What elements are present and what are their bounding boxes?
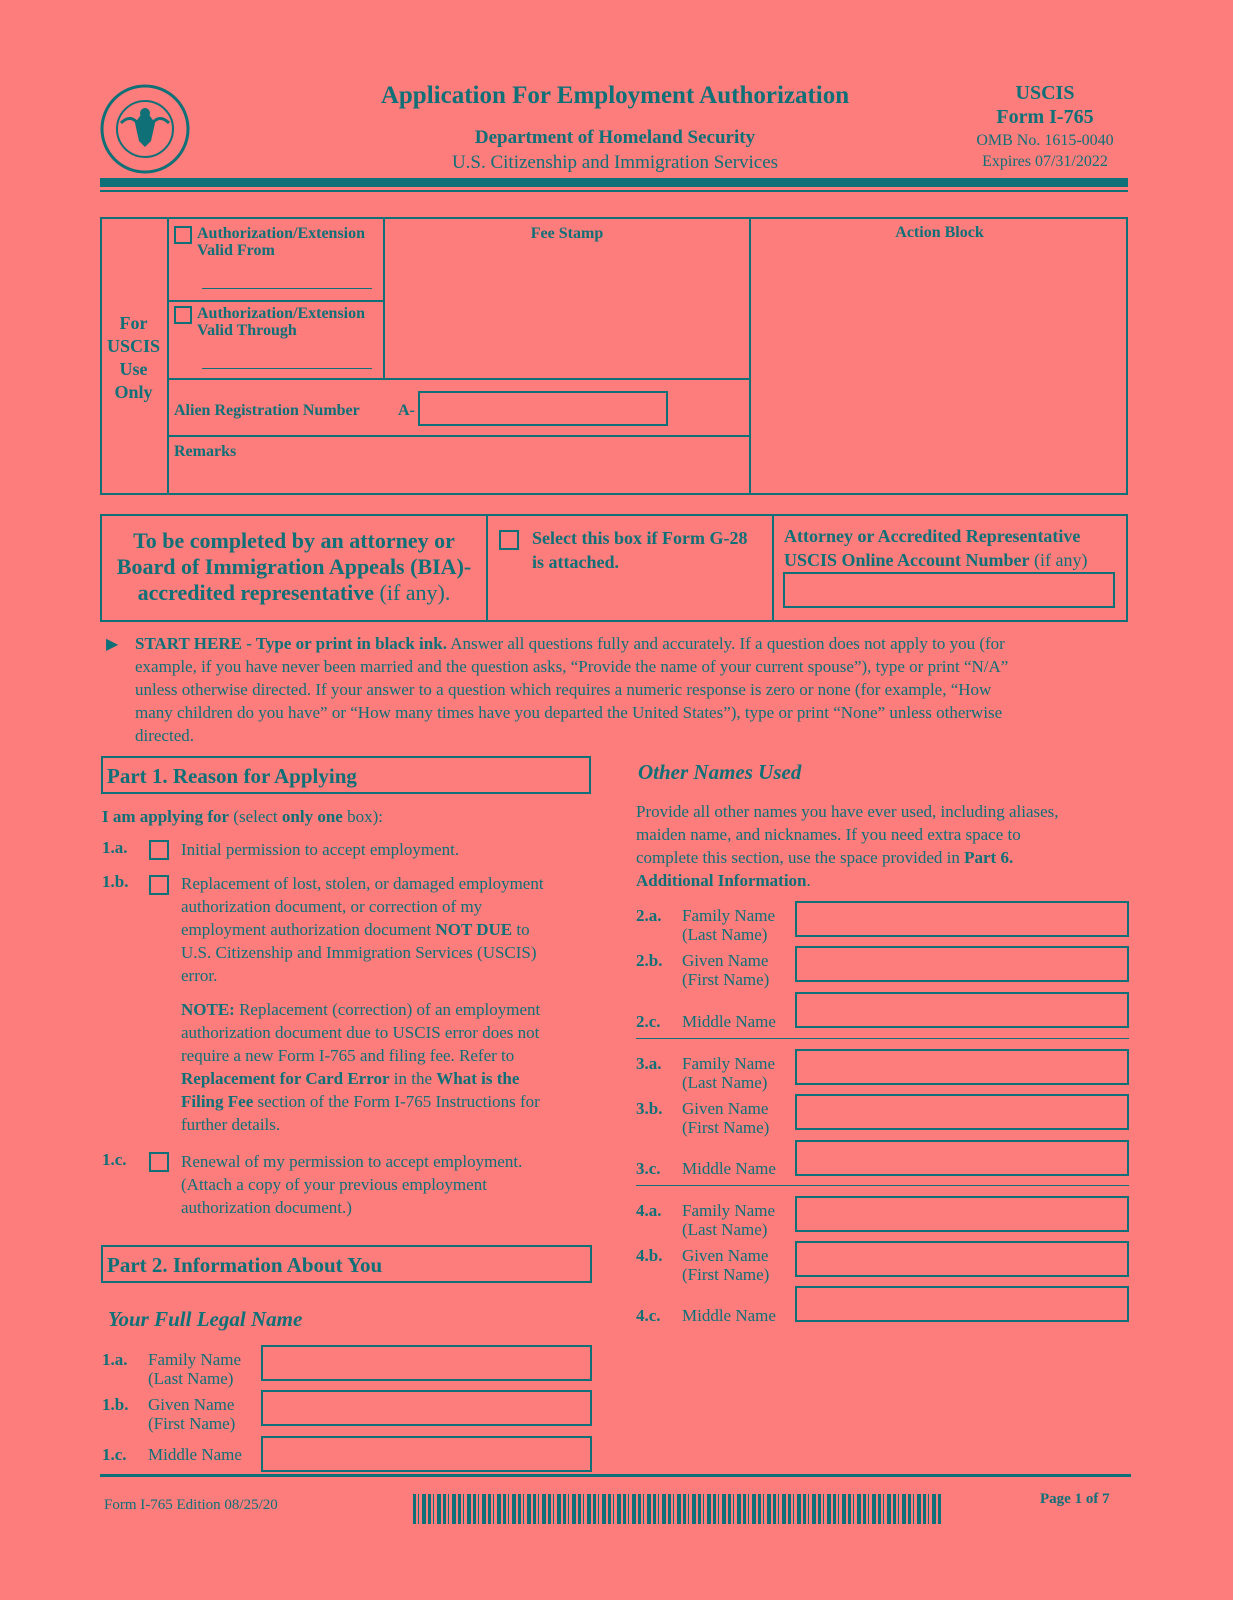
field-label bbox=[682, 1306, 776, 1325]
name-input[interactable] bbox=[795, 901, 1129, 937]
online-account-label bbox=[784, 524, 1088, 572]
not-due-bold: NOT DUE bbox=[435, 920, 513, 939]
item-number: 1.c. bbox=[102, 1445, 127, 1464]
note-line: require a new Form I-765 and filing fee. Refer to bbox=[181, 1046, 515, 1065]
divider bbox=[167, 435, 750, 437]
footer-rule bbox=[100, 1474, 1131, 1477]
attorney-line-normal: (if any). bbox=[374, 580, 451, 605]
replacement-label bbox=[181, 872, 544, 987]
label-line: Valid From bbox=[197, 242, 275, 259]
part1-header: Part 1. Reason for Applying bbox=[101, 756, 591, 794]
other-names-line: Provide all other names you have ever used, including aliases, bbox=[636, 802, 1059, 821]
start-line: unless otherwise directed. If your answer to a question which requires a numeric response is zero or none (for example, “How bbox=[135, 680, 992, 699]
alien-registration-prefix: A- bbox=[398, 402, 415, 419]
field-label-line1: Given Name bbox=[682, 1099, 769, 1118]
side-label-line: USCIS bbox=[106, 336, 161, 356]
agency-name: U.S. Citizenship and Immigration Services bbox=[451, 152, 779, 173]
field-label-line2: (First Name) bbox=[682, 970, 770, 989]
full-legal-name-heading: Your Full Legal Name bbox=[108, 1307, 303, 1331]
note-text: in the bbox=[389, 1069, 437, 1088]
name-input[interactable] bbox=[795, 1286, 1129, 1322]
item-number: 4.c. bbox=[636, 1306, 661, 1325]
replacement-note bbox=[181, 998, 540, 1136]
item-number: 4.a. bbox=[636, 1201, 662, 1220]
field-label bbox=[682, 1054, 775, 1092]
other-names-bold: Part 6. bbox=[964, 848, 1014, 867]
field-label-line1: Middle Name bbox=[148, 1445, 242, 1464]
intro-text: (select bbox=[229, 807, 282, 826]
remarks-label: Remarks bbox=[174, 443, 237, 460]
group-separator bbox=[636, 1038, 1129, 1039]
field-label-line1: Family Name bbox=[682, 1201, 776, 1220]
field-label bbox=[682, 1201, 775, 1239]
field-label-line2: (Last Name) bbox=[148, 1369, 234, 1388]
start-line: example, if you have never been married and the question asks, “Provide the name of your current spouse”), type or print “N/A” bbox=[135, 657, 1009, 676]
name-input[interactable] bbox=[795, 1241, 1129, 1277]
renewal-line: authorization document.) bbox=[181, 1198, 352, 1217]
valid-from-checkbox[interactable] bbox=[174, 226, 192, 244]
replacement-text: employment authorization document bbox=[181, 920, 436, 939]
item-number: 1.c. bbox=[102, 1150, 127, 1169]
other-names-bold: Additional Information bbox=[636, 871, 807, 890]
acct-line: Attorney or Accredited Representative bbox=[784, 526, 1081, 546]
start-here-instructions bbox=[135, 632, 1135, 747]
group-separator bbox=[636, 1185, 1129, 1186]
note-text: section of the Form I-765 Instructions for bbox=[253, 1092, 540, 1111]
replacement-line: error. bbox=[181, 966, 218, 985]
side-label-line: Use bbox=[119, 359, 148, 379]
part2-header: Part 2. Information About You bbox=[101, 1245, 592, 1283]
other-names-instructions bbox=[636, 800, 1059, 892]
name-input[interactable] bbox=[261, 1345, 592, 1381]
start-line: many children do you have” or “How many times have you departed the United States”), type or print “None” unless otherwise bbox=[135, 703, 1003, 722]
item-number: 1.b. bbox=[102, 872, 129, 891]
omb-number: OMB No. 1615-0040 bbox=[976, 132, 1114, 149]
other-names-text: complete this section, use the space provided in bbox=[636, 848, 965, 867]
field-label-line1: Middle Name bbox=[682, 1159, 776, 1178]
replacement-line: Replacement of lost, stolen, or damaged employment bbox=[181, 874, 544, 893]
field-label-line1: Given Name bbox=[148, 1395, 235, 1414]
divider bbox=[772, 514, 774, 622]
name-input[interactable] bbox=[261, 1390, 592, 1426]
note-bold: Replacement for Card Error bbox=[181, 1069, 390, 1088]
intro-bold: I am applying for bbox=[102, 807, 230, 826]
start-line bbox=[135, 632, 1135, 655]
g28-line: Select this box if Form G-28 bbox=[532, 528, 748, 548]
field-label-line1: Middle Name bbox=[682, 1306, 776, 1325]
note-line: further details. bbox=[181, 1115, 281, 1134]
attorney-line-bold: accredited representative bbox=[137, 580, 375, 605]
label-line: Authorization/Extension bbox=[197, 305, 366, 322]
form-title: Application For Employment Authorization bbox=[380, 82, 850, 109]
replacement-text: to bbox=[512, 920, 530, 939]
department-name: Department of Homeland Security bbox=[474, 127, 756, 148]
name-input[interactable] bbox=[795, 1196, 1129, 1232]
item-number: 1.b. bbox=[102, 1395, 129, 1414]
item-number: 3.b. bbox=[636, 1099, 663, 1118]
item-number: 1.a. bbox=[102, 838, 128, 857]
note-bold: NOTE: bbox=[181, 1000, 235, 1019]
field-label-line2: (Last Name) bbox=[682, 1073, 768, 1092]
field-label-line1: Family Name bbox=[148, 1350, 242, 1369]
field-label bbox=[682, 906, 775, 944]
other-names-heading: Other Names Used bbox=[638, 760, 802, 784]
field-label bbox=[148, 1395, 235, 1433]
replacement-line: U.S. Citizenship and Immigration Services (USCIS) bbox=[181, 943, 537, 962]
uscis-use-only-label bbox=[100, 312, 167, 404]
field-label-line1: Family Name bbox=[682, 906, 776, 925]
divider bbox=[167, 217, 169, 495]
field-label-line1: Given Name bbox=[682, 951, 769, 970]
side-label-line: Only bbox=[114, 382, 153, 402]
field-label-line1: Middle Name bbox=[682, 1012, 776, 1031]
name-input[interactable] bbox=[795, 992, 1129, 1028]
page-number: Page 1 of 7 bbox=[1040, 1491, 1110, 1507]
replacement-line: authorization document, or correction of my bbox=[181, 897, 483, 916]
start-here-arrow: ▶ bbox=[106, 636, 119, 653]
item-number: 4.b. bbox=[636, 1246, 663, 1265]
replacement-line bbox=[181, 918, 544, 941]
name-input[interactable] bbox=[795, 1094, 1129, 1130]
item-number: 2.b. bbox=[636, 951, 663, 970]
divider bbox=[167, 300, 383, 302]
expiration-date: Expires 07/31/2022 bbox=[982, 153, 1108, 170]
renewal-line: Renewal of my permission to accept employment. bbox=[181, 1152, 523, 1171]
form-edition: Form I-765 Edition 08/25/20 bbox=[104, 1497, 278, 1513]
renewal-label bbox=[181, 1150, 522, 1219]
start-text: Answer all questions fully and accurately. If a question does not apply to you (for bbox=[446, 634, 1005, 653]
field-label-line2: (Last Name) bbox=[682, 925, 768, 944]
acct-line-normal: (if any) bbox=[1029, 550, 1088, 570]
g28-line: is attached. bbox=[532, 552, 619, 572]
item-number: 2.c. bbox=[636, 1012, 661, 1031]
form-number: Form I-765 bbox=[996, 106, 1094, 128]
label-line: Authorization/Extension bbox=[197, 225, 366, 242]
dhs-seal bbox=[99, 83, 191, 175]
g28-label bbox=[532, 526, 747, 574]
valid-from-line[interactable] bbox=[202, 288, 372, 289]
name-input[interactable] bbox=[795, 946, 1129, 982]
replacement-checkbox[interactable] bbox=[149, 875, 169, 895]
item-number: 3.a. bbox=[636, 1054, 662, 1073]
valid-through-checkbox[interactable] bbox=[174, 306, 192, 324]
renewal-line: (Attach a copy of your previous employment bbox=[181, 1175, 487, 1194]
note-line bbox=[181, 1090, 540, 1113]
other-names-text: . bbox=[806, 871, 811, 890]
field-label-line1: Family Name bbox=[682, 1054, 776, 1073]
field-label bbox=[682, 1099, 769, 1137]
field-label-line2: (First Name) bbox=[682, 1118, 770, 1137]
other-names-line: maiden name, and nicknames. If you need extra space to bbox=[636, 825, 1021, 844]
g28-checkbox[interactable] bbox=[499, 530, 519, 550]
renewal-checkbox[interactable] bbox=[149, 1152, 169, 1172]
field-label bbox=[682, 951, 769, 989]
field-label bbox=[682, 1159, 776, 1178]
initial-permission-label: Initial permission to accept employment. bbox=[181, 840, 460, 859]
initial-permission-checkbox[interactable] bbox=[149, 840, 169, 860]
valid-through-line[interactable] bbox=[202, 368, 372, 369]
online-account-input[interactable] bbox=[783, 572, 1115, 608]
uscis-label: USCIS bbox=[1015, 82, 1075, 104]
note-bold: What is the bbox=[436, 1069, 520, 1088]
field-label-line1: Given Name bbox=[682, 1246, 769, 1265]
valid-through-label bbox=[197, 305, 365, 339]
name-input[interactable] bbox=[261, 1436, 592, 1472]
intro-bold: only one bbox=[281, 807, 343, 826]
note-bold: Filing Fee bbox=[181, 1092, 254, 1111]
note-text: Replacement (correction) of an employment bbox=[234, 1000, 541, 1019]
barcode bbox=[413, 1494, 943, 1524]
attorney-line: Board of Immigration Appeals (BIA)- bbox=[116, 554, 472, 579]
note-line bbox=[181, 1067, 540, 1090]
divider bbox=[486, 514, 488, 622]
field-label bbox=[682, 1012, 776, 1031]
side-label-line: For bbox=[119, 313, 148, 333]
start-here-bold: START HERE - Type or print in black ink. bbox=[135, 634, 447, 653]
note-line bbox=[181, 998, 540, 1021]
intro-text: box): bbox=[342, 807, 383, 826]
note-line: authorization document due to USCIS error does not bbox=[181, 1023, 540, 1042]
part1-intro bbox=[102, 805, 383, 828]
other-names-line bbox=[636, 869, 1059, 892]
acct-line bbox=[784, 548, 1088, 572]
attorney-instructions bbox=[102, 528, 486, 606]
field-label-line2: (Last Name) bbox=[682, 1220, 768, 1239]
field-label-line2: (First Name) bbox=[682, 1265, 770, 1284]
divider bbox=[167, 378, 750, 380]
name-input[interactable] bbox=[795, 1140, 1129, 1176]
field-label-line2: (First Name) bbox=[148, 1414, 236, 1433]
label-line: Valid Through bbox=[197, 322, 297, 339]
header-rule-thin bbox=[100, 190, 1128, 192]
fee-stamp-label: Fee Stamp bbox=[530, 225, 604, 242]
field-label bbox=[148, 1350, 241, 1388]
field-label bbox=[682, 1246, 769, 1284]
alien-registration-input[interactable] bbox=[418, 391, 668, 426]
header-rule bbox=[100, 178, 1128, 187]
attorney-line bbox=[102, 580, 486, 606]
item-number: 2.a. bbox=[636, 906, 662, 925]
attorney-line: To be completed by an attorney or bbox=[133, 528, 455, 553]
divider bbox=[749, 217, 751, 495]
acct-line-bold: USCIS Online Account Number bbox=[784, 550, 1030, 570]
name-input[interactable] bbox=[795, 1049, 1129, 1085]
start-line: directed. bbox=[135, 726, 194, 745]
item-number: 1.a. bbox=[102, 1350, 128, 1369]
field-label bbox=[148, 1445, 242, 1464]
valid-from-label bbox=[197, 225, 365, 259]
alien-registration-label: Alien Registration Number bbox=[174, 402, 360, 419]
item-number: 3.c. bbox=[636, 1159, 661, 1178]
action-block-label: Action Block bbox=[895, 224, 984, 241]
other-names-line bbox=[636, 846, 1059, 869]
